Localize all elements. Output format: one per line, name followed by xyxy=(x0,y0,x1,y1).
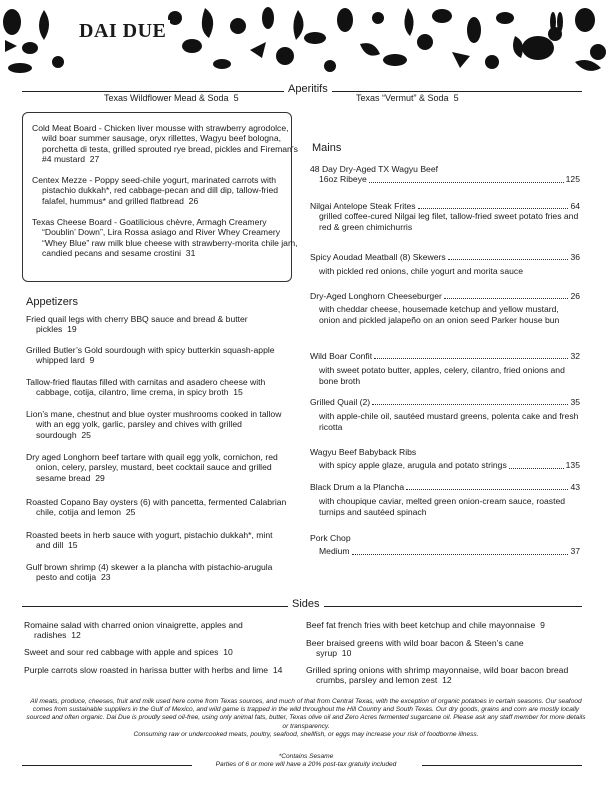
aperitif-item: Texas Wildflower Mead & Soda 5 xyxy=(104,93,239,103)
sourcing-note: All meats, produce, cheeses, fruit and milk used here come from Texas sources, and much of that from Central Texas, with the exception of organic potatoes in certain seasons. Our seafood comes from sustainable suppliers in the Gulf of Mexico, and wild game is trapped in the wild throughout the Hill Country and South Texas. Our dry goods, grains and corn are mostly locally sourced and often organic. Dai Due is proudly seed oil-free, using only animal fats, butter, Texas olive oil and Zero Acres fermented sugarcane oil. Please ask any staff member for more details or transparency. Consuming raw or undercooked meats, poultry, seafood, shellfish, or eggs may increase your risk of foodborne illness. xyxy=(26,698,586,738)
gratuity-note: Parties of 6 or more will have a 20% post-tax gratuity included xyxy=(215,761,397,768)
main-item-boar-confit: Wild Boar Confit 32 with sweet potato butter, apples, celery, cilantro, fried onions and bone broth xyxy=(310,351,580,386)
sesame-note: *Contains Sesame xyxy=(278,753,334,760)
side-item: Romaine salad with charred onion vinaigrette, apples and radishes 12 xyxy=(24,620,243,641)
main-item-black-drum: Black Drum a la Plancha 43 with choupique caviar, melted green onion-cream sauce, roasted turnips and sautéed spinach xyxy=(310,482,580,517)
aperitif-item: Texas “Vermut” & Soda 5 xyxy=(356,93,459,103)
main-item-pork-chop: Pork Chop Medium 37 xyxy=(310,533,580,557)
main-item-cheeseburger: Dry-Aged Longhorn Cheeseburger 26 with cheddar cheese, housemade ketchup and yellow mustard, onion and pickled jalapeño on an onion seed Parker house bun xyxy=(310,291,580,325)
main-item-ribs: Wagyu Beef Babyback Ribs with spicy apple glaze, arugula and potato strings 135 xyxy=(310,447,580,471)
appetizer-item: Fried quail legs with cherry BBQ sauce and bread & butter pickles 19 xyxy=(26,314,248,335)
board-item-cheese: Texas Cheese Board - Goatilicious chèvre, Armagh Creamery “Doublin’ Down”, Lira Rossa asiago and River Whey Creamery “Whey Blue” raw milk blue cheese with strawberry-morita chile jam, candied pecans and sesame crostini 31 xyxy=(32,217,298,258)
main-item-ribeye: 48 Day Dry-Aged TX Wagyu Beef 16oz Ribeye 125 xyxy=(310,164,580,185)
appetizer-item: Lion’s mane, chestnut and blue oyster mushrooms cooked in tallow with an egg yolk, garlic, parsley and chives with grilled sourdough 25 xyxy=(26,409,282,440)
board-item-cold-meat: Cold Meat Board - Chicken liver mousse with strawberry agrodolce, wild boar summer sausage, oryx rillettes, Wagyu beef bologna, porchetta di testa, grilled sprouted rye bread, pickles and Fireman’s #4 mustard 27 xyxy=(32,123,298,164)
mains-heading: Mains xyxy=(312,142,342,154)
sides-heading: Sides xyxy=(288,598,324,610)
side-item: Sweet and sour red cabbage with apple and spices 10 xyxy=(24,647,233,657)
appetizer-item: Grilled Butler’s Gold sourdough with spicy butterkin squash-apple whipped lard 9 xyxy=(26,345,275,366)
appetizer-item: Tallow-fried flautas filled with carnitas and asadero cheese with cabbage, cotija, cilantro, lime crema, in spicy broth 15 xyxy=(26,377,266,398)
restaurant-title: DAI DUE xyxy=(75,20,170,43)
main-item-meatball: Spicy Aoudad Meatball (8) Skewers 36 with pickled red onions, chile yogurt and morita sauce xyxy=(310,252,580,277)
appetizers-heading: Appetizers xyxy=(26,296,78,308)
appetizer-item: Gulf brown shrimp (4) skewer a la plancha with pistachio-arugula pesto and cotija 23 xyxy=(26,562,273,583)
side-item: Beef fat french fries with beet ketchup and chile mayonnaise 9 xyxy=(306,620,545,630)
main-item-nilgai: Nilgai Antelope Steak Frites 64 grilled coffee-cured Nilgai leg filet, tallow-fried sweet potato fries and red & green chimichurris xyxy=(310,201,580,232)
side-item: Purple carrots slow roasted in harissa butter with herbs and lime 14 xyxy=(24,665,283,675)
appetizer-item: Roasted beets in herb sauce with yogurt, pistachio dukkah*, mint and dill 15 xyxy=(26,530,273,551)
aperitifs-heading: Aperitifs xyxy=(284,83,332,95)
side-item: Grilled spring onions with shrimp mayonnaise, wild boar bacon bread crumbs, parsley and lemon zest 12 xyxy=(306,665,569,686)
board-item-mezze: Centex Mezze - Poppy seed-chile yogurt, marinated carrots with pistachio dukkah*, red cabbage-pecan and dill dip, tallow-fried falafel, hummus* and grilled flatbread 26 xyxy=(32,175,278,206)
foodborne-warning: Consuming raw or undercooked meats, poultry, seafood, shellfish, or eggs may increase your risk of foodborne illness. xyxy=(133,730,479,738)
appetizer-item: Roasted Copano Bay oysters (6) with pancetta, fermented Calabrian chile, cotija and lemon 25 xyxy=(26,497,287,518)
appetizer-item: Dry aged Longhorn beef tartare with quail egg yolk, cornichon, red onion, celery, parsley, mustard, beet cocktail sauce and grilled sesame bread 29 xyxy=(26,452,278,483)
main-item-quail: Grilled Quail (2) 35 with apple-chile oil, sautéed mustard greens, polenta cake and fresh ricotta xyxy=(310,397,580,432)
side-item: Beer braised greens with wild boar bacon & Steen’s cane syrup 10 xyxy=(306,638,524,659)
